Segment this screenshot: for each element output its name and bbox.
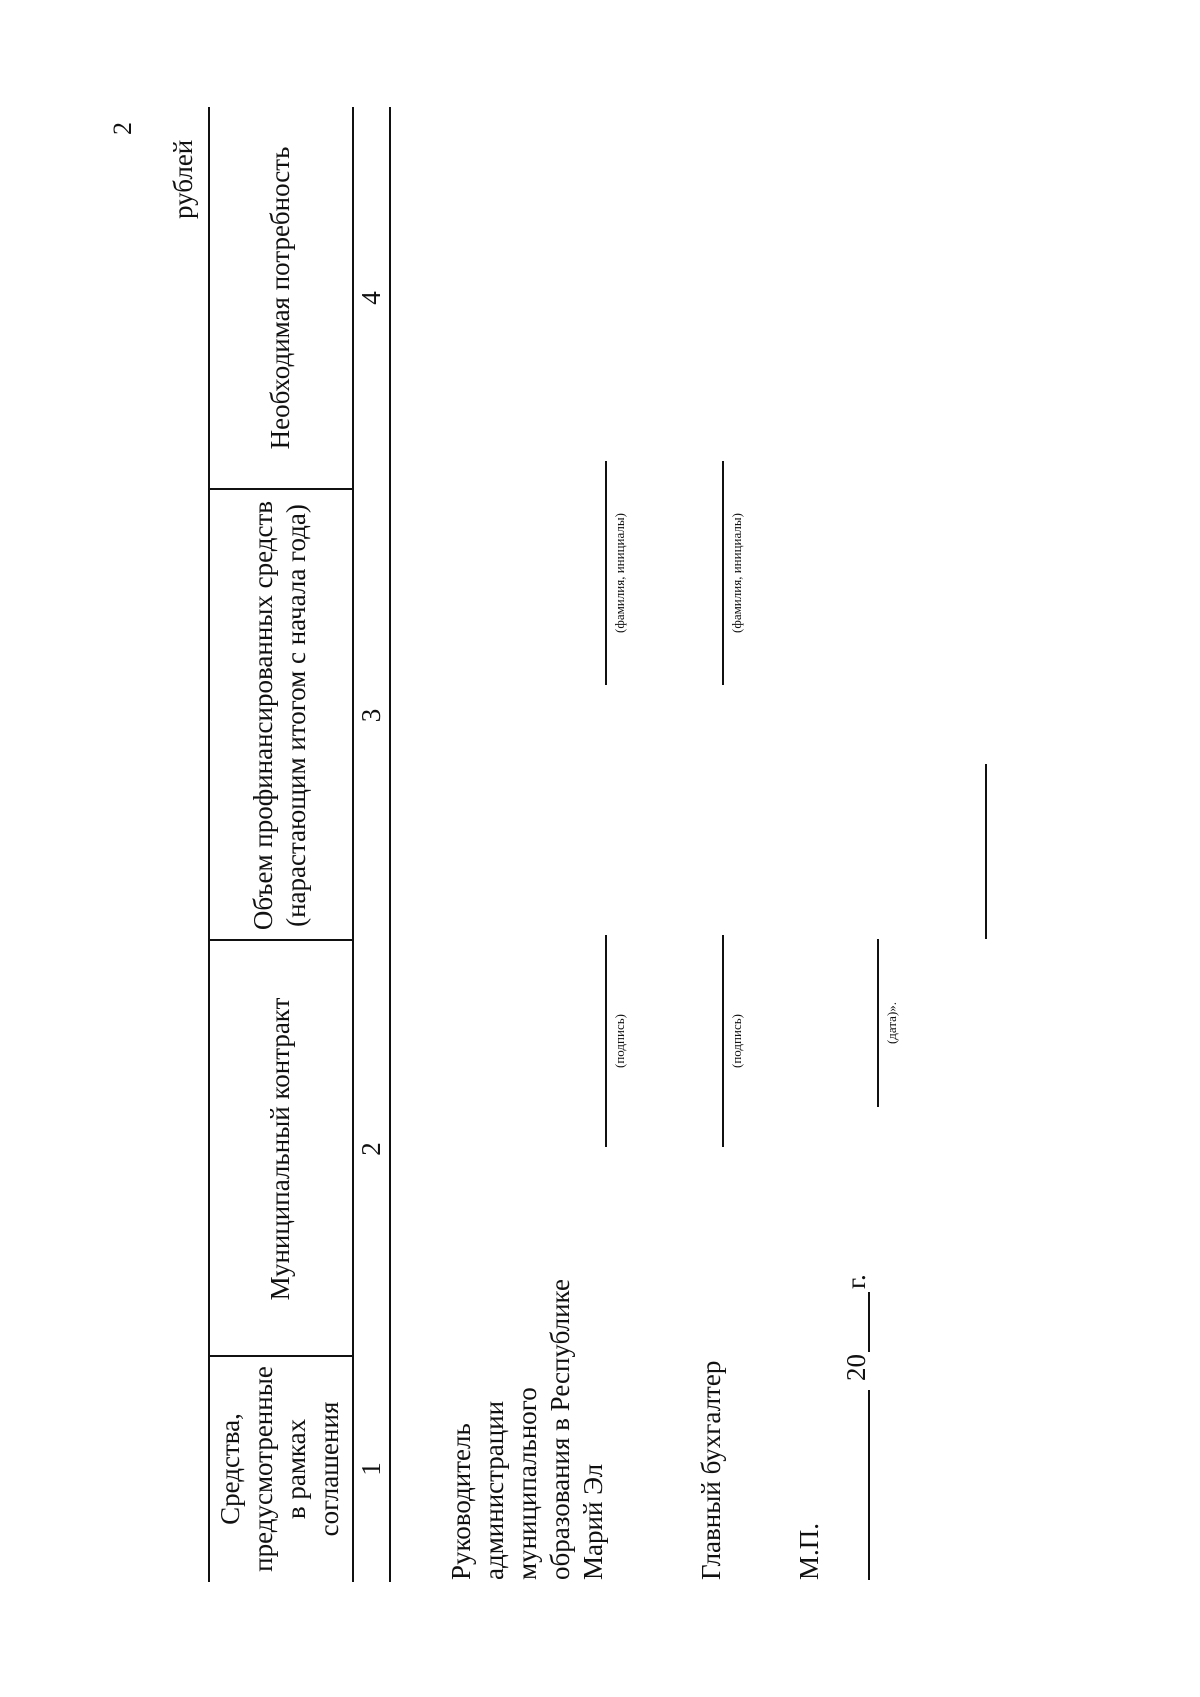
col-number-3: 3 <box>355 708 386 723</box>
head-signature-caption: (подпись) <box>612 1014 627 1068</box>
header-financed: Объем профинансированных средств (нарастающим итогом с начала года) <box>248 500 311 931</box>
units-label: рублей <box>168 139 198 219</box>
col-divider-3 <box>208 489 352 491</box>
header-contract: Муниципальный контракт <box>264 997 295 1301</box>
date-caption: (дата)». <box>884 1001 899 1045</box>
date-day-line <box>868 1390 870 1580</box>
stamp-label: М.П. <box>794 1522 824 1580</box>
year-prefix: 20 <box>841 1354 871 1381</box>
accountant-signature-line <box>722 935 724 1147</box>
col-divider-2 <box>208 940 352 942</box>
col-divider-1 <box>208 1356 352 1358</box>
date-line <box>877 939 879 1107</box>
accountant-name-line <box>722 461 724 685</box>
col-number-1: 1 <box>355 1462 386 1476</box>
table-bottom-border <box>389 107 391 1582</box>
head-name-caption: (фамилия, инициалы) <box>612 513 627 633</box>
accountant-name-caption: (фамилия, инициалы) <box>729 513 744 633</box>
accountant-label: Главный бухгалтер <box>696 1360 726 1580</box>
col-number-4: 4 <box>355 291 386 305</box>
year-suffix: г. <box>841 1274 871 1289</box>
year-suffix-line <box>868 1292 870 1352</box>
col-number-2: 2 <box>355 1142 386 1156</box>
accountant-signature-caption: (подпись) <box>729 1014 744 1068</box>
head-name-line <box>605 461 607 685</box>
header-need: Необходимая потребность <box>264 146 295 450</box>
page-number: 2 <box>108 122 137 135</box>
stamp-line <box>985 764 987 939</box>
header-funds: Средства, предусмотренные в рамках соглашения <box>215 1366 344 1572</box>
head-label: Руководитель администрации муниципального образования в Республике Марий Эл <box>446 1279 608 1580</box>
head-signature-line <box>605 935 607 1147</box>
